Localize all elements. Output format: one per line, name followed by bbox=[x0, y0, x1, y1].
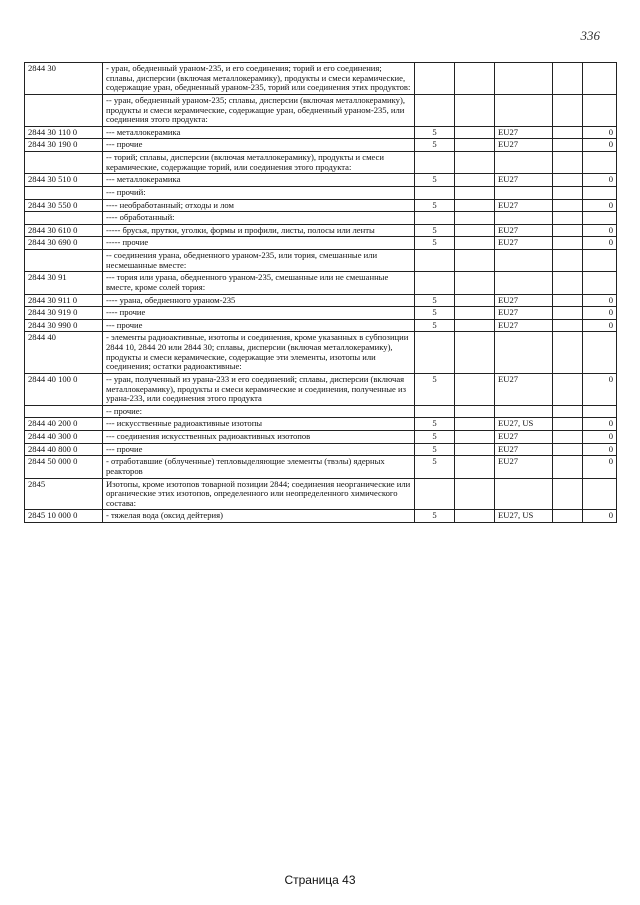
table-row bbox=[25, 126, 617, 139]
table-row bbox=[25, 443, 617, 456]
row-empty-cell bbox=[553, 431, 583, 444]
table-row bbox=[25, 373, 617, 405]
row-region-cell bbox=[495, 63, 553, 95]
row-code-cell: 2844 40 300 0 bbox=[25, 431, 103, 444]
row-empty-cell bbox=[455, 186, 495, 199]
row-region-cell: EU27 bbox=[495, 294, 553, 307]
row-code-cell: 2844 30 911 0 bbox=[25, 294, 103, 307]
row-rate-cell bbox=[415, 94, 455, 126]
row-region-cell: EU27, US bbox=[495, 510, 553, 523]
row-value-cell: 0 bbox=[583, 139, 617, 152]
row-value-cell bbox=[583, 250, 617, 272]
row-empty-cell bbox=[455, 443, 495, 456]
table-row bbox=[25, 152, 617, 174]
row-empty-cell bbox=[553, 152, 583, 174]
table-row bbox=[25, 478, 617, 510]
row-description-cell: ----- брусья, прутки, уголки, формы и профили, листы, полосы или ленты bbox=[103, 224, 415, 237]
row-region-cell: EU27, US bbox=[495, 418, 553, 431]
row-empty-cell bbox=[553, 294, 583, 307]
row-region-cell: EU27 bbox=[495, 174, 553, 187]
row-rate-cell bbox=[415, 478, 455, 510]
row-region-cell bbox=[495, 405, 553, 418]
row-description-cell: --- соединения искусственных радиоактивных изотопов bbox=[103, 431, 415, 444]
row-empty-cell bbox=[455, 224, 495, 237]
row-region-cell: EU27 bbox=[495, 456, 553, 478]
row-region-cell: EU27 bbox=[495, 373, 553, 405]
row-rate-cell: 5 bbox=[415, 174, 455, 187]
row-description-cell: -- уран, полученный из урана-233 и его соединений; сплавы, дисперсии (включая металлокерамику), продукты и смеси керамические и соединения, полученные из урана-233, или соединения этого продукта bbox=[103, 373, 415, 405]
row-empty-cell bbox=[553, 186, 583, 199]
row-region-cell: EU27 bbox=[495, 139, 553, 152]
row-region-cell bbox=[495, 250, 553, 272]
row-code-cell bbox=[25, 212, 103, 225]
row-value-cell bbox=[583, 63, 617, 95]
table-row bbox=[25, 63, 617, 95]
row-code-cell: 2844 30 990 0 bbox=[25, 319, 103, 332]
row-region-cell: EU27 bbox=[495, 431, 553, 444]
row-value-cell: 0 bbox=[583, 294, 617, 307]
row-empty-cell bbox=[553, 212, 583, 225]
table-row bbox=[25, 332, 617, 374]
row-code-cell: 2844 30 110 0 bbox=[25, 126, 103, 139]
row-empty-cell bbox=[455, 250, 495, 272]
row-code-cell: 2844 50 000 0 bbox=[25, 456, 103, 478]
row-description-cell: - уран, обедненный ураном-235, и его соединения; торий и его соединения; сплавы, дисперсии (включая металлокерамику), продукты и смеси керамические, содержащие уран, обедненный ураном-235, торий или соединения этих продуктов: bbox=[103, 63, 415, 95]
tariff-table bbox=[24, 62, 617, 523]
row-empty-cell bbox=[553, 307, 583, 320]
row-value-cell: 0 bbox=[583, 510, 617, 523]
row-value-cell: 0 bbox=[583, 307, 617, 320]
table-row bbox=[25, 272, 617, 294]
table-row bbox=[25, 250, 617, 272]
row-description-cell: ---- урана, обедненного ураном-235 bbox=[103, 294, 415, 307]
row-description-cell: --- прочие bbox=[103, 139, 415, 152]
row-region-cell bbox=[495, 478, 553, 510]
row-description-cell: -- соединения урана, обедненного ураном-235, или тория, смешанные или несмешанные вместе: bbox=[103, 250, 415, 272]
row-value-cell: 0 bbox=[583, 174, 617, 187]
row-code-cell bbox=[25, 94, 103, 126]
row-value-cell bbox=[583, 478, 617, 510]
table-row bbox=[25, 212, 617, 225]
row-rate-cell bbox=[415, 212, 455, 225]
row-region-cell: EU27 bbox=[495, 319, 553, 332]
row-empty-cell bbox=[553, 126, 583, 139]
row-rate-cell: 5 bbox=[415, 431, 455, 444]
row-empty-cell bbox=[455, 94, 495, 126]
row-code-cell: 2844 30 919 0 bbox=[25, 307, 103, 320]
row-empty-cell bbox=[553, 174, 583, 187]
row-value-cell: 0 bbox=[583, 373, 617, 405]
row-description-cell: -- прочие: bbox=[103, 405, 415, 418]
row-code-cell bbox=[25, 405, 103, 418]
row-region-cell: EU27 bbox=[495, 199, 553, 212]
table-row bbox=[25, 294, 617, 307]
row-code-cell: 2844 30 690 0 bbox=[25, 237, 103, 250]
row-description-cell: ----- прочие bbox=[103, 237, 415, 250]
row-rate-cell bbox=[415, 332, 455, 374]
row-description-cell: --- прочий: bbox=[103, 186, 415, 199]
row-rate-cell: 5 bbox=[415, 443, 455, 456]
row-region-cell bbox=[495, 212, 553, 225]
row-code-cell: 2844 30 bbox=[25, 63, 103, 95]
row-rate-cell bbox=[415, 405, 455, 418]
row-code-cell: 2844 40 bbox=[25, 332, 103, 374]
row-empty-cell bbox=[455, 405, 495, 418]
row-empty-cell bbox=[553, 456, 583, 478]
row-empty-cell bbox=[553, 250, 583, 272]
row-description-cell: - элементы радиоактивные, изотопы и соединения, кроме указанных в субпозиции 2844 10, 2844 20 или 2844 30; сплавы, дисперсии (включая металлокерамику), продукты и смеси керамические, содержащие эти элементы, изотопы или соединения; остатки радиоактивные: bbox=[103, 332, 415, 374]
page-number: Страница 43 bbox=[284, 873, 356, 887]
row-code-cell: 2844 30 550 0 bbox=[25, 199, 103, 212]
row-empty-cell bbox=[455, 199, 495, 212]
row-empty-cell bbox=[455, 174, 495, 187]
row-region-cell: EU27 bbox=[495, 307, 553, 320]
row-description-cell: --- металлокерамика bbox=[103, 174, 415, 187]
row-empty-cell bbox=[455, 332, 495, 374]
row-region-cell bbox=[495, 272, 553, 294]
row-code-cell: 2845 bbox=[25, 478, 103, 510]
row-code-cell: 2844 30 510 0 bbox=[25, 174, 103, 187]
row-rate-cell: 5 bbox=[415, 139, 455, 152]
table-row bbox=[25, 456, 617, 478]
table-row bbox=[25, 174, 617, 187]
row-empty-cell bbox=[553, 443, 583, 456]
row-empty-cell bbox=[455, 510, 495, 523]
table-row bbox=[25, 237, 617, 250]
row-rate-cell: 5 bbox=[415, 307, 455, 320]
row-description-cell: ---- обработанный: bbox=[103, 212, 415, 225]
row-region-cell: EU27 bbox=[495, 443, 553, 456]
row-code-cell: 2844 40 800 0 bbox=[25, 443, 103, 456]
row-empty-cell bbox=[455, 126, 495, 139]
row-value-cell bbox=[583, 152, 617, 174]
row-rate-cell bbox=[415, 272, 455, 294]
row-empty-cell bbox=[553, 199, 583, 212]
row-value-cell: 0 bbox=[583, 443, 617, 456]
row-empty-cell bbox=[455, 456, 495, 478]
row-description-cell: - отработавшие (облученные) тепловыделяющие элементы (твэлы) ядерных реакторов bbox=[103, 456, 415, 478]
table-row bbox=[25, 405, 617, 418]
row-empty-cell bbox=[455, 272, 495, 294]
row-value-cell: 0 bbox=[583, 199, 617, 212]
row-rate-cell bbox=[415, 63, 455, 95]
row-value-cell: 0 bbox=[583, 224, 617, 237]
row-description-cell: --- прочие bbox=[103, 319, 415, 332]
row-empty-cell bbox=[553, 237, 583, 250]
table-row bbox=[25, 319, 617, 332]
row-empty-cell bbox=[553, 332, 583, 374]
row-value-cell: 0 bbox=[583, 431, 617, 444]
row-region-cell bbox=[495, 94, 553, 126]
row-rate-cell: 5 bbox=[415, 294, 455, 307]
row-value-cell bbox=[583, 405, 617, 418]
row-value-cell: 0 bbox=[583, 456, 617, 478]
row-empty-cell bbox=[455, 478, 495, 510]
row-code-cell bbox=[25, 250, 103, 272]
table-row bbox=[25, 94, 617, 126]
row-rate-cell: 5 bbox=[415, 418, 455, 431]
table-row bbox=[25, 139, 617, 152]
row-value-cell bbox=[583, 272, 617, 294]
table-row bbox=[25, 307, 617, 320]
row-region-cell: EU27 bbox=[495, 126, 553, 139]
row-empty-cell bbox=[553, 139, 583, 152]
row-empty-cell bbox=[553, 373, 583, 405]
row-description-cell: --- прочие bbox=[103, 443, 415, 456]
row-empty-cell bbox=[553, 224, 583, 237]
row-description-cell: Изотопы, кроме изотопов товарной позиции 2844; соединения неорганические или органические этих изотопов, определенного или неопределенного химического состава: bbox=[103, 478, 415, 510]
row-rate-cell: 5 bbox=[415, 373, 455, 405]
row-description-cell: --- тория или урана, обедненного ураном-235, смешанные или не смешанные вместе, кроме солей тория: bbox=[103, 272, 415, 294]
row-empty-cell bbox=[455, 237, 495, 250]
row-value-cell bbox=[583, 212, 617, 225]
row-code-cell bbox=[25, 186, 103, 199]
row-rate-cell bbox=[415, 152, 455, 174]
row-empty-cell bbox=[455, 307, 495, 320]
row-rate-cell: 5 bbox=[415, 126, 455, 139]
table-row bbox=[25, 418, 617, 431]
row-description-cell: --- металлокерамика bbox=[103, 126, 415, 139]
table-row bbox=[25, 510, 617, 523]
table-row bbox=[25, 224, 617, 237]
handwritten-page-stamp: 336 bbox=[580, 28, 600, 43]
row-rate-cell: 5 bbox=[415, 510, 455, 523]
row-rate-cell: 5 bbox=[415, 237, 455, 250]
row-code-cell: 2844 40 100 0 bbox=[25, 373, 103, 405]
row-empty-cell bbox=[553, 319, 583, 332]
row-region-cell bbox=[495, 152, 553, 174]
row-description-cell: - тяжелая вода (оксид дейтерия) bbox=[103, 510, 415, 523]
table-row bbox=[25, 431, 617, 444]
row-empty-cell bbox=[455, 294, 495, 307]
row-description-cell: ---- прочие bbox=[103, 307, 415, 320]
row-rate-cell: 5 bbox=[415, 456, 455, 478]
row-empty-cell bbox=[553, 63, 583, 95]
row-description-cell: -- уран, обедненный ураном-235; сплавы, дисперсии (включая металлокерамику), продукты и смеси керамические, содержащие уран, обедненный ураном-235, или соединения этого продукта: bbox=[103, 94, 415, 126]
row-value-cell bbox=[583, 186, 617, 199]
row-empty-cell bbox=[455, 373, 495, 405]
table-row bbox=[25, 199, 617, 212]
row-rate-cell: 5 bbox=[415, 319, 455, 332]
row-rate-cell bbox=[415, 186, 455, 199]
row-code-cell: 2844 30 610 0 bbox=[25, 224, 103, 237]
row-code-cell: 2844 30 91 bbox=[25, 272, 103, 294]
table-row bbox=[25, 186, 617, 199]
row-region-cell: EU27 bbox=[495, 237, 553, 250]
row-value-cell: 0 bbox=[583, 319, 617, 332]
row-value-cell: 0 bbox=[583, 126, 617, 139]
row-empty-cell bbox=[455, 63, 495, 95]
row-empty-cell bbox=[553, 272, 583, 294]
row-empty-cell bbox=[553, 418, 583, 431]
row-value-cell bbox=[583, 94, 617, 126]
row-empty-cell bbox=[455, 152, 495, 174]
row-empty-cell bbox=[553, 510, 583, 523]
row-code-cell bbox=[25, 152, 103, 174]
row-region-cell bbox=[495, 332, 553, 374]
row-value-cell: 0 bbox=[583, 418, 617, 431]
row-rate-cell bbox=[415, 250, 455, 272]
row-value-cell: 0 bbox=[583, 237, 617, 250]
tariff-table-body bbox=[25, 63, 617, 523]
row-empty-cell bbox=[553, 478, 583, 510]
row-rate-cell: 5 bbox=[415, 224, 455, 237]
row-rate-cell: 5 bbox=[415, 199, 455, 212]
row-empty-cell bbox=[455, 319, 495, 332]
row-value-cell bbox=[583, 332, 617, 374]
row-code-cell: 2845 10 000 0 bbox=[25, 510, 103, 523]
row-empty-cell bbox=[455, 212, 495, 225]
row-empty-cell bbox=[553, 94, 583, 126]
row-description-cell: ---- необработанный; отходы и лом bbox=[103, 199, 415, 212]
row-code-cell: 2844 40 200 0 bbox=[25, 418, 103, 431]
row-description-cell: --- искусственные радиоактивные изотопы bbox=[103, 418, 415, 431]
row-region-cell: EU27 bbox=[495, 224, 553, 237]
row-empty-cell bbox=[455, 431, 495, 444]
row-description-cell: -- торий; сплавы, дисперсии (включая металлокерамику), продукты и смеси керамические, содержащие торий, или соединения этого продукта: bbox=[103, 152, 415, 174]
row-empty-cell bbox=[553, 405, 583, 418]
row-region-cell bbox=[495, 186, 553, 199]
row-empty-cell bbox=[455, 418, 495, 431]
row-empty-cell bbox=[455, 139, 495, 152]
row-code-cell: 2844 30 190 0 bbox=[25, 139, 103, 152]
